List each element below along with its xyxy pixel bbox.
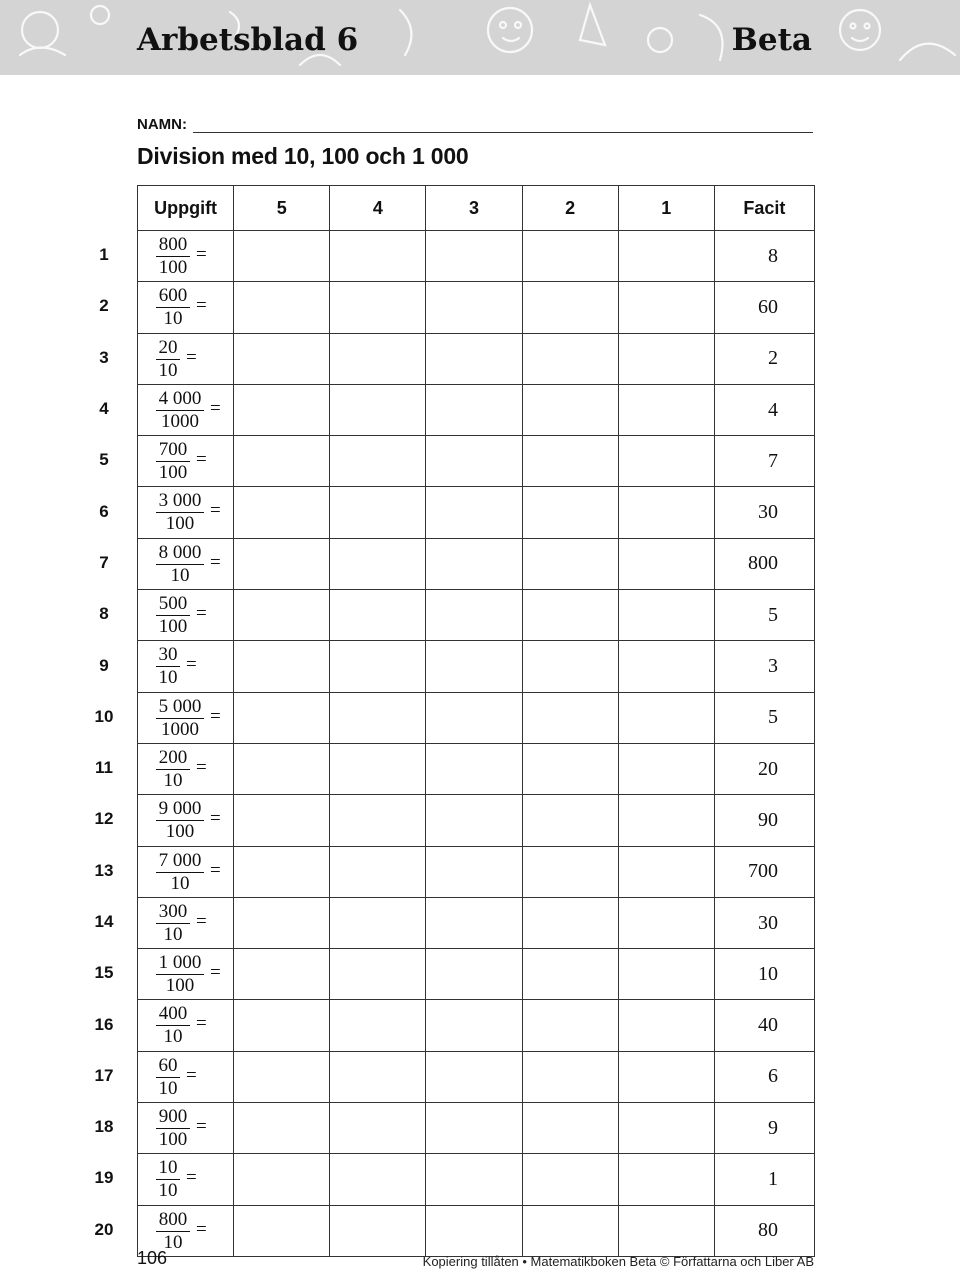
facit-answer: 3: [714, 641, 814, 692]
table-row: [138, 1205, 815, 1256]
table-row: [138, 641, 815, 692]
answer-box[interactable]: [426, 1154, 522, 1205]
answer-box[interactable]: [330, 692, 426, 743]
row-number: 6: [99, 501, 109, 521]
fraction: [156, 696, 204, 741]
numerator: 60: [158, 1054, 178, 1076]
row-number: 10: [94, 706, 114, 726]
answer-box[interactable]: [618, 538, 714, 589]
fraction: [156, 1157, 180, 1202]
fraction: [156, 234, 190, 279]
answer-box[interactable]: [522, 795, 618, 846]
task-cell: [138, 641, 234, 692]
answer-box[interactable]: [234, 1154, 330, 1205]
task-cell: [138, 231, 234, 282]
answer-box[interactable]: [522, 282, 618, 333]
row-number: 9: [99, 655, 109, 675]
answer-box[interactable]: [522, 231, 618, 282]
row-number: 7: [99, 552, 109, 572]
answer-box[interactable]: [330, 1205, 426, 1256]
numerator: 5 000: [158, 695, 202, 717]
row-number: 8: [99, 604, 109, 624]
equals-sign: =: [196, 756, 207, 778]
answer-box[interactable]: [426, 743, 522, 794]
facit-answer: 80: [714, 1205, 814, 1256]
answer-box[interactable]: [426, 795, 522, 846]
answer-box[interactable]: [234, 590, 330, 641]
answer-box[interactable]: [522, 538, 618, 589]
row-number: 4: [99, 399, 109, 419]
task-cell: [138, 1051, 234, 1102]
equals-sign: =: [210, 705, 221, 727]
facit-answer: 6: [714, 1051, 814, 1102]
header-facit: Facit: [714, 186, 814, 231]
answer-box[interactable]: [522, 1051, 618, 1102]
answer-box[interactable]: [426, 333, 522, 384]
fraction: [156, 644, 180, 689]
answer-box[interactable]: [330, 384, 426, 435]
numerator: 30: [158, 644, 178, 666]
numerator: 1 000: [158, 952, 202, 974]
header-1: 1: [618, 186, 714, 231]
row-number: 13: [94, 860, 114, 880]
answer-box[interactable]: [618, 1051, 714, 1102]
facit-answer: 10: [714, 949, 814, 1000]
answer-box[interactable]: [426, 641, 522, 692]
header-5: 5: [234, 186, 330, 231]
book-title: Beta: [731, 22, 812, 58]
fraction: [156, 388, 204, 433]
answer-box[interactable]: [426, 231, 522, 282]
equals-sign: =: [196, 449, 207, 471]
answer-box[interactable]: [522, 641, 618, 692]
answer-box[interactable]: [618, 384, 714, 435]
facit-answer: 30: [714, 487, 814, 538]
header-banner: [0, 0, 960, 75]
worksheet-title: Arbetsblad 6: [137, 22, 359, 58]
denominator: 100: [158, 1129, 188, 1151]
header-uppgift: Uppgift: [138, 186, 234, 231]
equals-sign: =: [196, 295, 207, 317]
answer-box[interactable]: [522, 846, 618, 897]
denominator: 10: [163, 308, 183, 330]
table-row: [138, 692, 815, 743]
equals-sign: =: [196, 1218, 207, 1240]
fraction: [156, 952, 204, 997]
equals-sign: =: [210, 859, 221, 881]
numerator: 700: [158, 439, 188, 461]
header-3: 3: [426, 186, 522, 231]
numerator: 200: [158, 746, 188, 768]
equals-sign: =: [186, 1064, 197, 1086]
numerator: 20: [158, 336, 178, 358]
answer-box[interactable]: [618, 436, 714, 487]
facit-answer: 700: [714, 846, 814, 897]
denominator: 10: [163, 1026, 183, 1048]
answer-box[interactable]: [330, 487, 426, 538]
task-cell: [138, 590, 234, 641]
table-row: [138, 795, 815, 846]
table-row: [138, 590, 815, 641]
answer-box[interactable]: [330, 949, 426, 1000]
answer-box[interactable]: [426, 384, 522, 435]
row-number: 17: [94, 1065, 114, 1085]
answer-box[interactable]: [426, 436, 522, 487]
header-2: 2: [522, 186, 618, 231]
answer-box[interactable]: [330, 1051, 426, 1102]
answer-box[interactable]: [426, 487, 522, 538]
answer-box[interactable]: [234, 795, 330, 846]
answer-box[interactable]: [522, 1205, 618, 1256]
facit-answer: 1: [714, 1154, 814, 1205]
answer-box[interactable]: [522, 487, 618, 538]
equals-sign: =: [210, 962, 221, 984]
facit-answer: 800: [714, 538, 814, 589]
table-row: [138, 231, 815, 282]
answer-box[interactable]: [330, 590, 426, 641]
row-number: 12: [94, 809, 114, 829]
answer-box[interactable]: [522, 384, 618, 435]
denominator: 10: [170, 564, 190, 586]
name-line[interactable]: [193, 118, 813, 133]
task-cell: [138, 1154, 234, 1205]
denominator: 10: [163, 1231, 183, 1253]
answer-box[interactable]: [234, 538, 330, 589]
copyright-footer: Kopiering tillåten • Matematikboken Beta © Författarna och Liber AB: [422, 1254, 814, 1269]
answer-box[interactable]: [522, 692, 618, 743]
answer-box[interactable]: [330, 1154, 426, 1205]
fraction: [156, 337, 180, 382]
facit-answer: 9: [714, 1103, 814, 1154]
table-row: [138, 1051, 815, 1102]
numerator: 500: [158, 593, 188, 615]
fraction: [156, 1055, 180, 1100]
numerator: 10: [158, 1157, 178, 1179]
answer-box[interactable]: [522, 436, 618, 487]
answer-box[interactable]: [618, 641, 714, 692]
answer-box[interactable]: [330, 436, 426, 487]
table-row: [138, 1103, 815, 1154]
facit-answer: 30: [714, 897, 814, 948]
answer-box[interactable]: [330, 282, 426, 333]
denominator: 10: [163, 769, 183, 791]
equals-sign: =: [186, 654, 197, 676]
denominator: 100: [165, 513, 195, 535]
header-4: 4: [330, 186, 426, 231]
fraction: [156, 439, 190, 484]
fraction: [156, 593, 190, 638]
facit-answer: 40: [714, 1000, 814, 1051]
denominator: 1000: [161, 410, 199, 432]
denominator: 10: [158, 359, 178, 381]
fraction: [156, 542, 204, 587]
table-row: [138, 846, 815, 897]
task-cell: [138, 384, 234, 435]
facit-answer: 7: [714, 436, 814, 487]
answer-box[interactable]: [426, 538, 522, 589]
name-field[interactable]: [137, 116, 813, 133]
facit-answer: 5: [714, 590, 814, 641]
task-cell: [138, 949, 234, 1000]
task-cell: [138, 1000, 234, 1051]
fraction: [156, 285, 190, 330]
denominator: 10: [163, 923, 183, 945]
row-number: 19: [94, 1168, 114, 1188]
answer-box[interactable]: [234, 1205, 330, 1256]
table-row: [138, 1000, 815, 1051]
answer-box[interactable]: [426, 846, 522, 897]
answer-box[interactable]: [234, 743, 330, 794]
answer-box[interactable]: [234, 487, 330, 538]
task-cell: [138, 846, 234, 897]
denominator: 100: [158, 462, 188, 484]
page-number: 106: [137, 1248, 168, 1268]
row-number: 11: [95, 758, 113, 778]
answer-box[interactable]: [618, 1000, 714, 1051]
numerator: 600: [158, 285, 188, 307]
task-cell: [138, 692, 234, 743]
task-cell: [138, 897, 234, 948]
answer-box[interactable]: [234, 436, 330, 487]
denominator: 10: [170, 872, 190, 894]
answer-box[interactable]: [426, 949, 522, 1000]
answer-box[interactable]: [426, 1051, 522, 1102]
row-number: 2: [99, 296, 109, 316]
answer-box[interactable]: [618, 282, 714, 333]
answer-box[interactable]: [522, 897, 618, 948]
table-row: [138, 333, 815, 384]
answer-box[interactable]: [618, 897, 714, 948]
facit-answer: 8: [714, 231, 814, 282]
denominator: 10: [158, 1180, 178, 1202]
answer-box[interactable]: [234, 692, 330, 743]
numerator: 900: [158, 1106, 188, 1128]
answer-box[interactable]: [426, 1000, 522, 1051]
answer-box[interactable]: [522, 1154, 618, 1205]
fraction: [156, 747, 190, 792]
table-row: [138, 949, 815, 1000]
name-label: NAMN:: [137, 116, 187, 133]
table-row: [138, 538, 815, 589]
answer-box[interactable]: [330, 743, 426, 794]
answer-box[interactable]: [618, 590, 714, 641]
fraction: [156, 1209, 190, 1254]
table-row: [138, 743, 815, 794]
row-number: 3: [99, 347, 109, 367]
denominator: 100: [158, 616, 188, 638]
fraction: [156, 901, 190, 946]
answer-box[interactable]: [234, 897, 330, 948]
facit-answer: 5: [714, 692, 814, 743]
answer-box[interactable]: [234, 384, 330, 435]
row-number: 1: [99, 245, 109, 265]
answer-box[interactable]: [426, 897, 522, 948]
equals-sign: =: [210, 551, 221, 573]
numerator: 400: [158, 1003, 188, 1025]
numerator: 300: [158, 900, 188, 922]
answer-box[interactable]: [618, 333, 714, 384]
denominator: 100: [165, 821, 195, 843]
equals-sign: =: [210, 500, 221, 522]
task-cell: [138, 795, 234, 846]
table-row: [138, 384, 815, 435]
fraction: [156, 490, 204, 535]
facit-answer: 60: [714, 282, 814, 333]
answer-box[interactable]: [330, 333, 426, 384]
answer-box[interactable]: [330, 795, 426, 846]
answer-box[interactable]: [234, 1051, 330, 1102]
answer-box[interactable]: [618, 487, 714, 538]
denominator: 100: [158, 257, 188, 278]
answer-box[interactable]: [330, 641, 426, 692]
answer-box[interactable]: [618, 1205, 714, 1256]
table-row: [138, 1154, 815, 1205]
row-number: 20: [94, 1219, 114, 1239]
denominator: 100: [165, 975, 195, 997]
row-number: 16: [94, 1014, 114, 1034]
answer-box[interactable]: [426, 282, 522, 333]
fraction: [156, 1003, 190, 1048]
equals-sign: =: [196, 1116, 207, 1138]
numerator: 7 000: [158, 849, 202, 871]
row-number: 5: [99, 450, 109, 470]
denominator: 1000: [161, 718, 199, 740]
answer-box[interactable]: [522, 743, 618, 794]
equals-sign: =: [210, 808, 221, 830]
equals-sign: =: [196, 910, 207, 932]
row-number: 14: [94, 912, 114, 931]
numerator: 4 000: [158, 387, 202, 409]
answer-box[interactable]: [234, 282, 330, 333]
task-cell: [138, 282, 234, 333]
answer-box[interactable]: [234, 641, 330, 692]
answer-box[interactable]: [330, 1103, 426, 1154]
numerator: 9 000: [158, 798, 202, 820]
answer-box[interactable]: [618, 231, 714, 282]
facit-answer: 20: [714, 743, 814, 794]
task-cell: [138, 538, 234, 589]
answer-box[interactable]: [618, 1154, 714, 1205]
answer-box[interactable]: [426, 1205, 522, 1256]
answer-box[interactable]: [234, 1103, 330, 1154]
table-row: [138, 897, 815, 948]
task-cell: [138, 487, 234, 538]
answer-box[interactable]: [522, 1103, 618, 1154]
answer-box[interactable]: [426, 692, 522, 743]
equals-sign: =: [210, 397, 221, 419]
answer-box[interactable]: [234, 1000, 330, 1051]
row-number: 15: [94, 963, 114, 983]
answer-box[interactable]: [330, 1000, 426, 1051]
task-cell: [138, 436, 234, 487]
equals-sign: =: [196, 603, 207, 625]
answer-box[interactable]: [234, 333, 330, 384]
table-header-row: [138, 186, 815, 231]
numerator: 800: [158, 1208, 188, 1230]
equals-sign: =: [186, 346, 197, 368]
equals-sign: =: [196, 1013, 207, 1035]
denominator: 10: [158, 667, 178, 689]
answer-box[interactable]: [522, 949, 618, 1000]
answer-box[interactable]: [330, 538, 426, 589]
answer-box[interactable]: [522, 333, 618, 384]
task-cell: [138, 1103, 234, 1154]
answer-box[interactable]: [330, 846, 426, 897]
fraction: [156, 850, 204, 895]
numerator: 3 000: [158, 490, 202, 512]
answer-box[interactable]: [234, 231, 330, 282]
page-title: Division med 10, 100 och 1 000: [137, 143, 469, 169]
answer-box[interactable]: [618, 795, 714, 846]
answer-box[interactable]: [426, 590, 522, 641]
answer-box[interactable]: [618, 1103, 714, 1154]
answer-box[interactable]: [618, 949, 714, 1000]
answer-box[interactable]: [522, 1000, 618, 1051]
denominator: 10: [158, 1077, 178, 1099]
answer-box[interactable]: [618, 846, 714, 897]
answer-box[interactable]: [330, 897, 426, 948]
task-cell: [138, 743, 234, 794]
fraction: [156, 798, 204, 843]
row-number: 18: [94, 1117, 114, 1137]
equals-sign: =: [186, 1167, 197, 1189]
answer-box[interactable]: [234, 949, 330, 1000]
exercise-table: [137, 185, 815, 1257]
table-row: [138, 436, 815, 487]
task-cell: [138, 333, 234, 384]
answer-box[interactable]: [426, 1103, 522, 1154]
table-row: [138, 487, 815, 538]
answer-box[interactable]: [618, 692, 714, 743]
table-row: [138, 282, 815, 333]
numerator: 800: [158, 234, 188, 255]
answer-box[interactable]: [330, 231, 426, 282]
facit-answer: 2: [714, 333, 814, 384]
equals-sign: =: [196, 244, 207, 265]
facit-answer: 4: [714, 384, 814, 435]
numerator: 8 000: [158, 541, 202, 563]
fraction: [156, 1106, 190, 1151]
facit-answer: 90: [714, 795, 814, 846]
answer-box[interactable]: [234, 846, 330, 897]
answer-box[interactable]: [618, 743, 714, 794]
answer-box[interactable]: [522, 590, 618, 641]
